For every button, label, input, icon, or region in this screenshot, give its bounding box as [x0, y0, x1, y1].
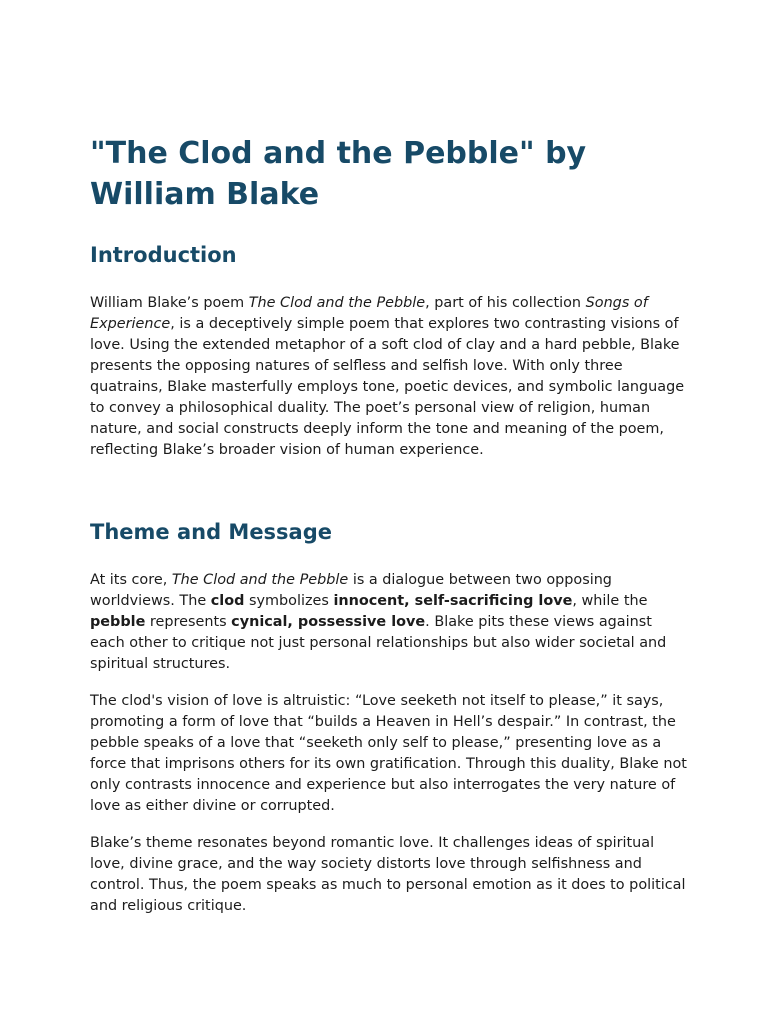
bold-text: pebble [90, 614, 146, 630]
document-title: "The Clod and the Pebble" by William Blake [90, 136, 587, 212]
text-run: , is a deceptively simple poem that explores two contrasting visions of love. Using the extended metaphor of a soft clod of clay and a hard pebble, Blake presents the opposing natures of selfless and selfish love. With only three quatrains, Blake masterfully employs tone, poetic devices, and symbolic language to convey a philosophical duality. The poet’s personal view of religion, human nature, and social constructs deeply inform the tone and meaning of the poem, reflecting Blake’s broader vision of human experience. [90, 316, 685, 458]
text-run: , while the [572, 593, 648, 609]
text-run: . Blake pits these views against each other to critique not just personal relationships but also wider societal and spiritual structures. [90, 614, 667, 672]
theme-heading: Theme and Message [90, 520, 333, 544]
italic-text: The Clod and the Pebble [171, 572, 349, 588]
introduction-heading: Introduction [90, 243, 237, 267]
text-run: symbolizes [244, 593, 334, 609]
text-run: At its core, [90, 572, 172, 588]
text-run: William Blake’s poem [90, 295, 249, 311]
theme-paragraph-2: The clod's vision of love is altruistic: “Love seeketh not itself to please,” it says, promoting a form of love that “builds a Heaven in Hell’s despair.” In contrast, the pebble speaks of a love that “seeketh only self to please,” presenting love as a force that imprisons others for its own gratification. Through this duality, Blake not only contrasts innocence and experience but also interrogates the very nature of love as either divine or corrupted. [90, 693, 687, 814]
document-page [90, 133, 690, 917]
bold-text: innocent, self-sacrificing love [333, 593, 573, 609]
text-run: , part of his collection [425, 295, 586, 311]
text-run: is a dialogue between two opposing worldviews. The [90, 572, 612, 609]
bold-text: cynical, possessive love [231, 614, 426, 630]
bold-text: clod [210, 593, 245, 609]
theme-paragraph-3: Blake’s theme resonates beyond romantic love. It challenges ideas of spiritual love, divine grace, and the way society distorts love through selfishness and control. Thus, the poem speaks as much to personal emotion as it does to political and religious critique. [90, 835, 686, 914]
italic-text: The Clod and the Pebble [248, 295, 426, 311]
theme-paragraph-1 [90, 570, 690, 675]
introduction-paragraph [90, 293, 690, 461]
text-run: represents [145, 614, 232, 630]
italic-text: Songs of Experience [90, 295, 648, 332]
